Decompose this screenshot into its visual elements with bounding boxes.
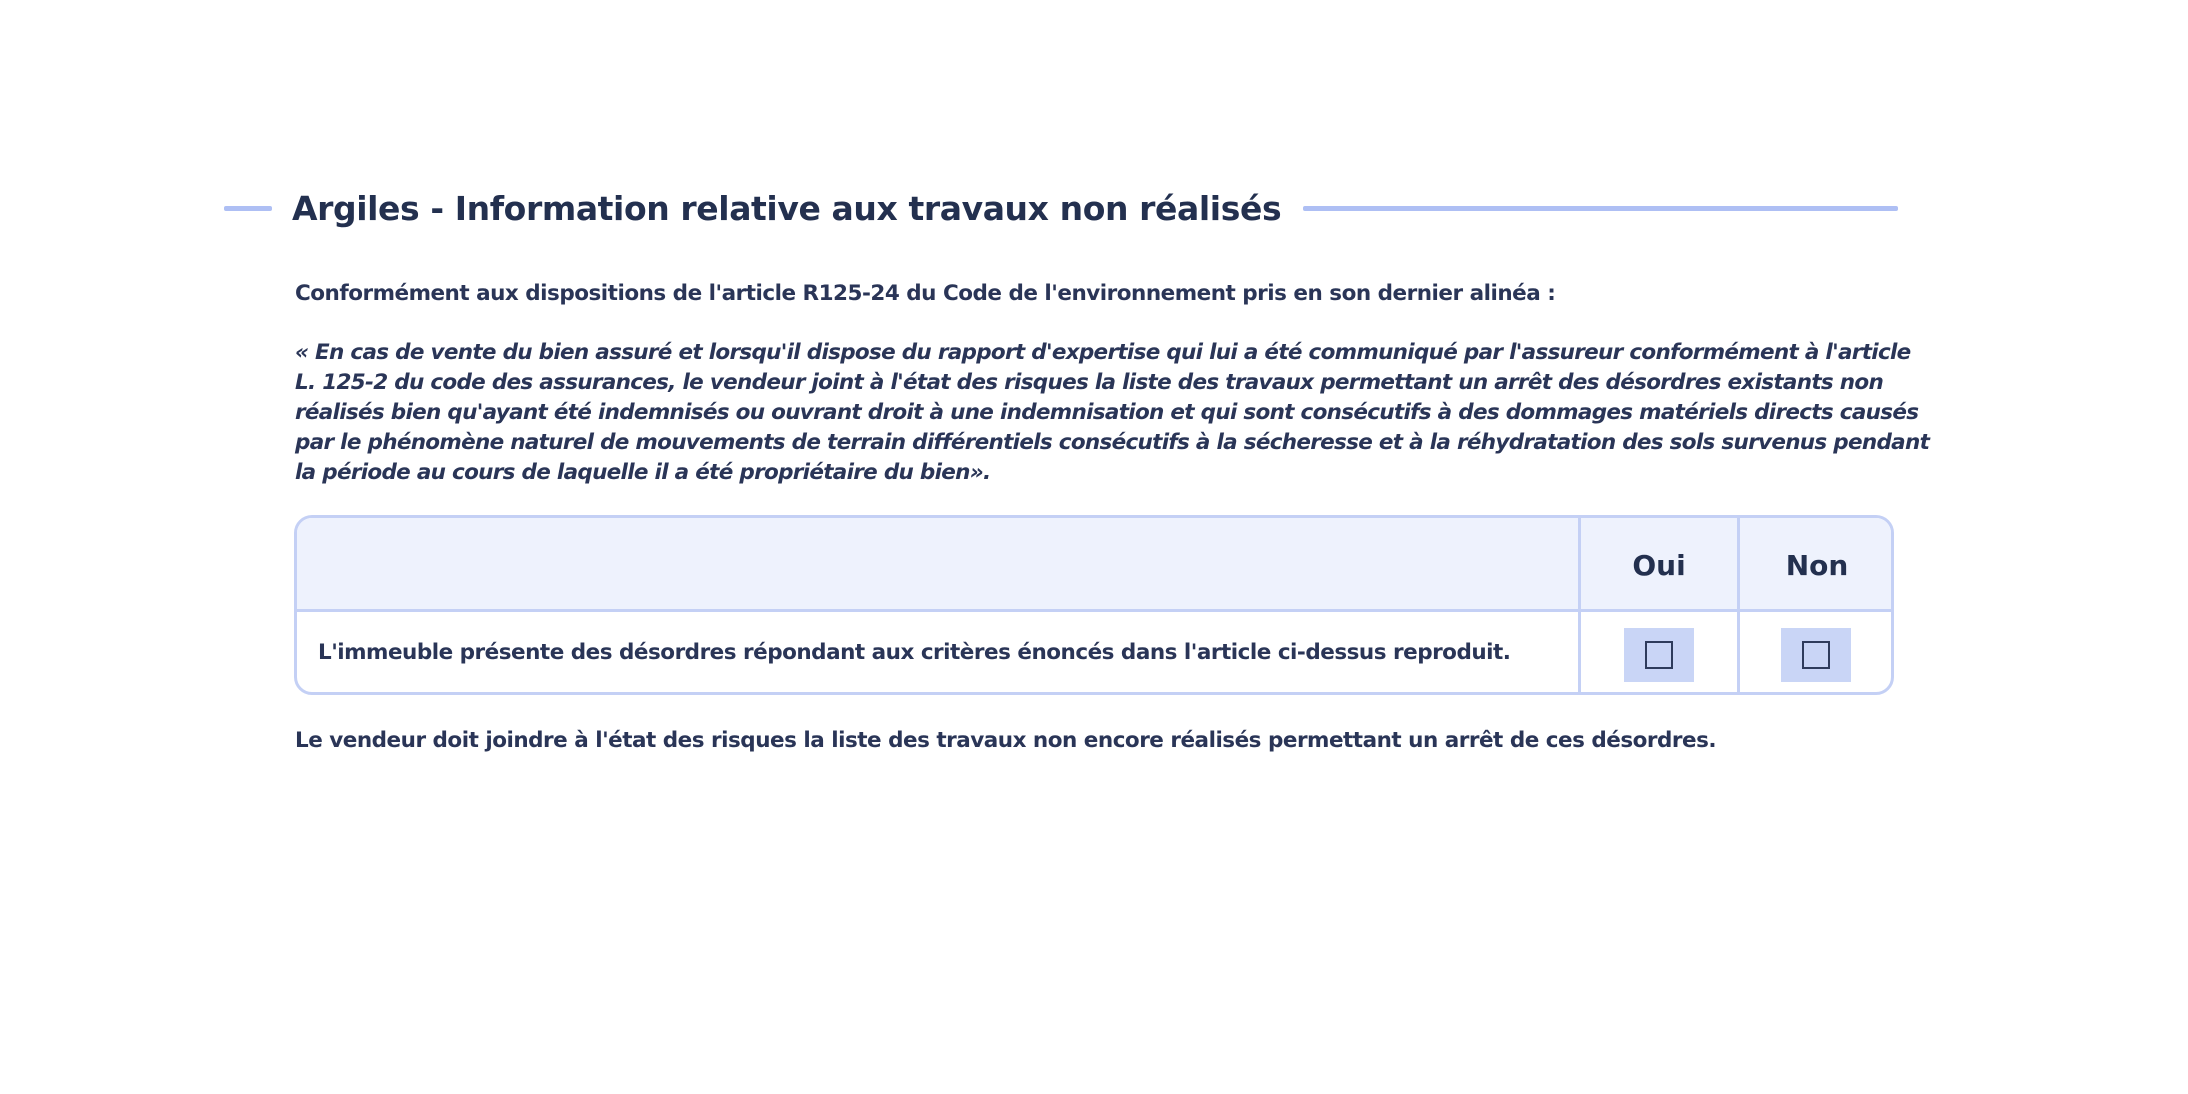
answer-table — [294, 515, 1894, 695]
oui-checkbox[interactable] — [1645, 641, 1673, 669]
title-rule-right — [1303, 206, 1898, 211]
non-checkbox[interactable] — [1802, 641, 1830, 669]
quote-line: la période au cours de laquelle il a été propriétaire du bien». — [295, 460, 991, 485]
title-rule-left — [224, 206, 272, 211]
intro-text: Conformément aux dispositions de l'article R125-24 du Code de l'environnement pris en son dernier alinéa : — [295, 281, 1556, 306]
oui-checkbox-field[interactable] — [1624, 628, 1694, 682]
table-row-label: L'immeuble présente des désordres répondant aux critères énoncés dans l'article ci-dessus reproduit. — [318, 639, 1511, 665]
legal-quote — [295, 338, 1930, 488]
footer-note: Le vendeur doit joindre à l'état des risques la liste des travaux non encore réalisés permettant un arrêt de ces désordres. — [295, 728, 1717, 753]
column-header-non: Non — [1785, 548, 1849, 582]
column-header-oui: Oui — [1632, 548, 1686, 582]
section-title: Argiles - Information relative aux travaux non réalisés — [292, 188, 1282, 228]
quote-line: « En cas de vente du bien assuré et lorsqu'il dispose du rapport d'expertise qui lui a été communiqué par l'assureur conformément à l'article — [295, 340, 1911, 365]
quote-line: L. 125-2 du code des assurances, le vendeur joint à l'état des risques la liste des travaux permettant un arrêt des désordres existants non — [295, 370, 1884, 395]
quote-line: par le phénomène naturel de mouvements de terrain différentiels consécutifs à la sécheresse et à la réhydratation des sols survenus pendant — [295, 430, 1930, 455]
quote-line: réalisés bien qu'ayant été indemnisés ou ouvrant droit à une indemnisation et qui sont consécutifs à des dommages matériels directs causés — [295, 400, 1919, 425]
section-header — [224, 186, 1898, 230]
non-checkbox-field[interactable] — [1781, 628, 1851, 682]
